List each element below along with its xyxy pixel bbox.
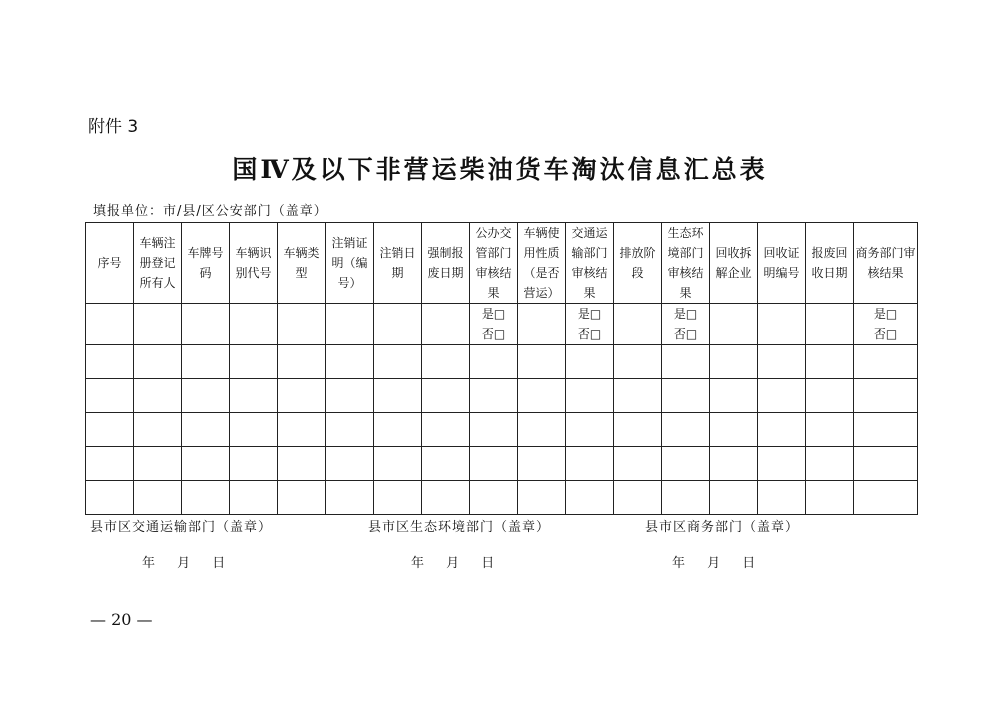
date-line: 年 月 日	[411, 556, 495, 571]
column-header: 车辆类型	[278, 223, 326, 304]
column-header: 报废回收日期	[806, 223, 854, 304]
column-header: 序号	[86, 223, 134, 304]
column-header: 车辆识别代号	[230, 223, 278, 304]
column-header: 排放阶段	[614, 223, 662, 304]
date-line: 年 月 日	[672, 556, 756, 571]
header-row	[86, 223, 918, 304]
column-header: 车辆注册登记所有人	[134, 223, 182, 304]
date-line: 年 月 日	[142, 556, 226, 571]
table-row	[86, 413, 918, 447]
table-row	[86, 447, 918, 481]
column-header: 车辆使用性质（是否营运）	[518, 223, 566, 304]
approval-checkbox-cell[interactable]: 是□ 否□	[566, 304, 614, 345]
column-header: 生态环境部门审核结果	[662, 223, 710, 304]
table-row	[86, 379, 918, 413]
column-header: 商务部门审核结果	[854, 223, 918, 304]
column-header: 强制报废日期	[422, 223, 470, 304]
table-row	[86, 481, 918, 515]
reporting-unit: 填报单位：市/县/区公安部门（盖章）	[93, 204, 328, 219]
column-header: 注销证明（编号）	[326, 223, 374, 304]
column-header: 注销日期	[374, 223, 422, 304]
approval-checkbox-cell[interactable]: 是□ 否□	[854, 304, 918, 345]
column-header: 公办交管部门审核结果	[470, 223, 518, 304]
column-header: 回收拆解企业	[710, 223, 758, 304]
column-header: 回收证明编号	[758, 223, 806, 304]
attachment-label: 附件 3	[88, 117, 139, 137]
commerce-dept-signature: 县市区商务部门（盖章）	[645, 520, 800, 535]
environment-dept-signature: 县市区生态环境部门（盖章）	[368, 520, 551, 535]
transport-dept-signature: 县市区交通运输部门（盖章）	[90, 520, 273, 535]
column-header: 车牌号码	[182, 223, 230, 304]
table-row	[86, 304, 918, 345]
column-header: 交通运输部门审核结果	[566, 223, 614, 304]
page-number: — 20 —	[90, 610, 153, 629]
table-row	[86, 345, 918, 379]
approval-checkbox-cell[interactable]: 是□ 否□	[470, 304, 518, 345]
document-title: 国Ⅳ及以下非营运柴油货车淘汰信息汇总表	[232, 155, 768, 184]
approval-checkbox-cell[interactable]: 是□ 否□	[662, 304, 710, 345]
summary-table	[85, 222, 918, 515]
